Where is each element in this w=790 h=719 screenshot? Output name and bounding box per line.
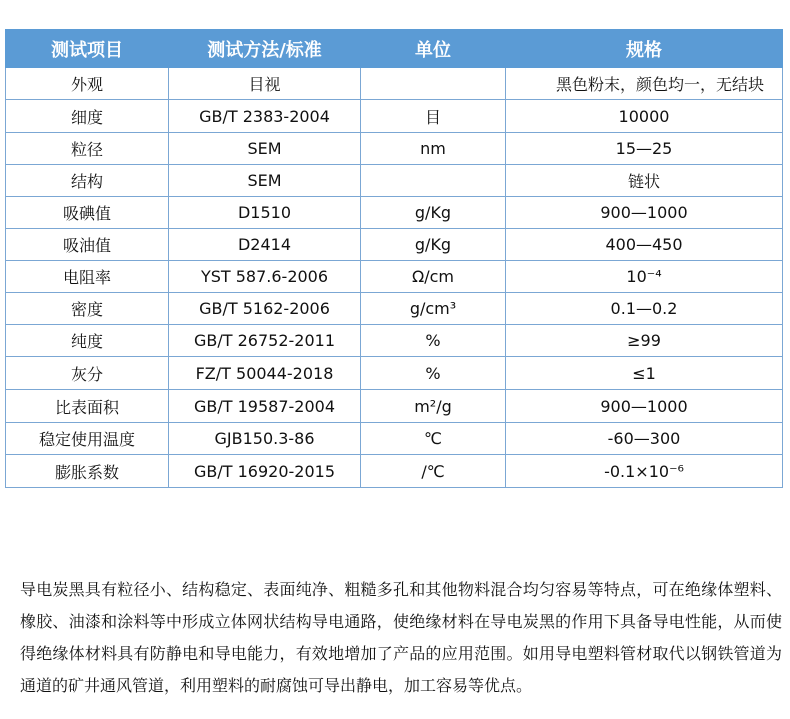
header-test-item: 测试项目 [6,30,169,68]
table-row [6,229,783,261]
spec-table [5,29,783,488]
cell-spec: 0.1—0.2 [506,293,783,325]
table-row [6,261,783,293]
cell-spec: 链状 [506,165,783,197]
cell-test-method: D2414 [169,229,361,261]
table-header [6,30,783,68]
cell-test-item: 结构 [6,165,169,197]
table-row [6,165,783,197]
header-row [6,30,783,68]
cell-spec: ≥99 [506,325,783,357]
cell-unit: Ω/cm [361,261,506,293]
cell-unit: ℃ [361,423,506,455]
cell-test-item: 细度 [6,100,169,133]
cell-spec: -60—300 [506,423,783,455]
cell-test-item: 外观 [6,68,169,100]
cell-unit [361,68,506,100]
cell-test-method: SEM [169,165,361,197]
cell-spec: 15—25 [506,133,783,165]
table-row [6,455,783,488]
cell-unit: m²/g [361,390,506,423]
cell-spec: ≤1 [506,357,783,390]
cell-test-item: 膨胀系数 [6,455,169,488]
header-spec: 规格 [506,30,783,68]
table-row [6,390,783,423]
cell-test-method: GB/T 2383-2004 [169,100,361,133]
table-row [6,68,783,100]
cell-test-method: SEM [169,133,361,165]
cell-test-item: 密度 [6,293,169,325]
table-row [6,197,783,229]
cell-unit: nm [361,133,506,165]
cell-spec: 10000 [506,100,783,133]
cell-test-method: GJB150.3-86 [169,423,361,455]
cell-test-method: GB/T 26752-2011 [169,325,361,357]
cell-unit: 目 [361,100,506,133]
cell-test-item: 吸碘值 [6,197,169,229]
cell-test-item: 纯度 [6,325,169,357]
cell-test-method: D1510 [169,197,361,229]
cell-spec: 400—450 [506,229,783,261]
table-row [6,100,783,133]
cell-unit: % [361,325,506,357]
cell-spec: 黑色粉末，颜色均一，无结块 [506,68,783,100]
cell-test-method: FZ/T 50044-2018 [169,357,361,390]
cell-unit: /℃ [361,455,506,488]
cell-test-method: GB/T 19587-2004 [169,390,361,423]
cell-unit: g/Kg [361,229,506,261]
cell-test-method: YST 587.6-2006 [169,261,361,293]
cell-spec: 900—1000 [506,197,783,229]
cell-test-item: 灰分 [6,357,169,390]
cell-spec: 900—1000 [506,390,783,423]
cell-test-item: 稳定使用温度 [6,423,169,455]
cell-unit: % [361,357,506,390]
cell-test-method: 目视 [169,68,361,100]
table-row [6,423,783,455]
product-description: 导电炭黑具有粒径小、结构稳定、表面纯净、粗糙多孔和其他物料混合均匀容易等特点，可在绝缘体塑料、橡胶、油漆和涂料等中形成立体网状结构导电通路，使绝缘材料在导电炭黑的作用下具备导电性能，从而使得绝缘体材料具有防静电和导电能力，有效地增加了产品的应用范围。如用导电塑料管材取代以钢铁管道为通道的矿井通风管道，利用塑料的耐腐蚀可导出静电，加工容易等优点。 [20,580,782,695]
cell-spec: -0.1×10⁻⁶ [506,455,783,488]
header-test-method: 测试方法/标准 [169,30,361,68]
cell-test-method: GB/T 16920-2015 [169,455,361,488]
cell-test-item: 比表面积 [6,390,169,423]
header-unit: 单位 [361,30,506,68]
table-body [6,68,783,488]
table-row [6,293,783,325]
table-row [6,133,783,165]
cell-unit [361,165,506,197]
cell-test-item: 吸油值 [6,229,169,261]
cell-spec: 10⁻⁴ [506,261,783,293]
cell-test-method: GB/T 5162-2006 [169,293,361,325]
cell-test-item: 粒径 [6,133,169,165]
cell-unit: g/cm³ [361,293,506,325]
cell-test-item: 电阻率 [6,261,169,293]
cell-unit: g/Kg [361,197,506,229]
table-row [6,325,783,357]
table-row [6,357,783,390]
